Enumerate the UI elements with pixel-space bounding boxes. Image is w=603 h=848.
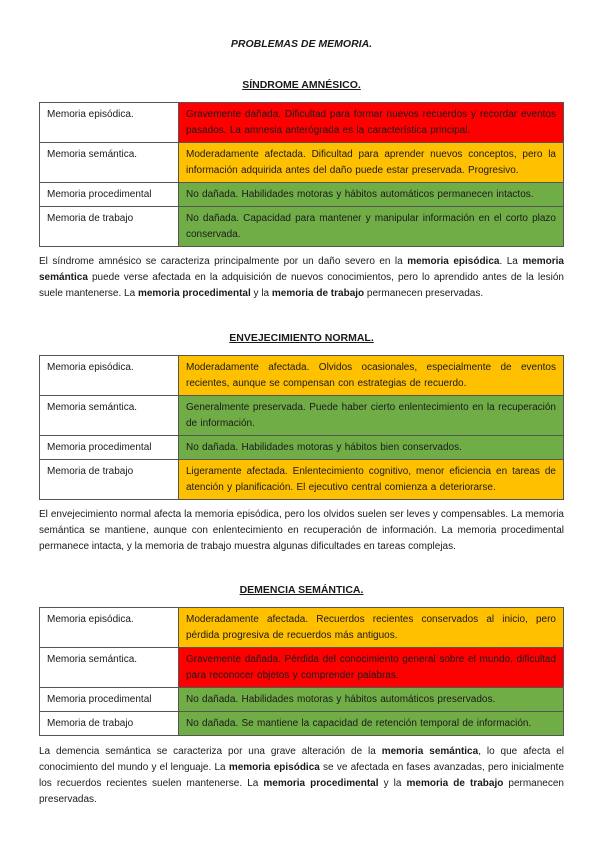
memory-type-cell: Memoria episódica.: [40, 608, 179, 648]
impairment-severe-cell: Gravemente dañada. Dificultad para formar nuevos recuerdos y recordar eventos pasados. La amnesia anterógrada es la característica principal.: [179, 103, 564, 143]
summary-paragraph: [39, 507, 564, 555]
memory-type-cell: Memoria de trabajo: [40, 460, 179, 500]
impairment-preserved-cell: No dañada. Se mantiene la capacidad de retención temporal de información.: [179, 712, 564, 736]
memory-type-cell: Memoria episódica.: [40, 356, 179, 396]
bold-term: memoria episódica: [228, 762, 320, 773]
memory-type-cell: Memoria semántica.: [40, 143, 179, 183]
impairment-preserved-cell: No dañada. Capacidad para mantener y manipular información en el corto plazo conservada.: [179, 207, 564, 247]
memory-table: [39, 607, 564, 736]
section-heading: ENVEJECIMIENTO NORMAL.: [229, 332, 374, 344]
paragraph-text: . La: [499, 256, 523, 267]
bold-term: memoria de trabajo: [271, 288, 365, 299]
document-title: PROBLEMAS DE MEMORIA.: [230, 38, 373, 50]
impairment-moderate-cell: Moderadamente afectada. Olvidos ocasionales, especialmente de eventos recientes, aunque se compensan con estrategias de recuerdo.: [179, 356, 564, 396]
bold-term: memoria procedimental: [263, 778, 379, 789]
section-heading: DEMENCIA SEMÁNTICA.: [239, 584, 364, 596]
bold-term: memoria semántica: [39, 256, 564, 283]
table-row: [40, 103, 564, 143]
bold-term: memoria de trabajo: [406, 778, 504, 789]
table-row: [40, 207, 564, 247]
table-row: [40, 648, 564, 688]
impairment-moderate-cell: Moderadamente afectada. Dificultad para aprender nuevos conceptos, pero la información adquirida antes del daño puede estar preservada. Progresivo.: [179, 143, 564, 183]
table-row: [40, 608, 564, 648]
impairment-severe-cell: Gravemente dañada. Pérdida del conocimiento general sobre el mundo, dificultad para reconocer objetos y comprender palabras.: [179, 648, 564, 688]
table-row: [40, 143, 564, 183]
paragraph-text: puede verse afectada en la adquisición de nuevos conocimientos, pero lo aprendido antes de la lesión suele mantenerse. La: [39, 272, 564, 299]
table-row: [40, 183, 564, 207]
memory-table: [39, 102, 564, 247]
paragraph-text: El envejecimiento normal afecta la memoria episódica, pero los olvidos suelen ser leves y compensables. La memoria semántica se mantiene, aunque con enlentecimiento en recuperación de información. La memoria procedimental permanece intacta, y la memoria de trabajo muestra algunas dificultades en tareas complejas.: [39, 509, 564, 552]
summary-paragraph: [39, 744, 564, 808]
bold-term: memoria episódica: [407, 256, 500, 267]
memory-table: [39, 355, 564, 500]
table-row: [40, 356, 564, 396]
paragraph-text: permanecen preservadas.: [39, 778, 564, 805]
table-row: [40, 396, 564, 436]
section-heading: SÍNDROME AMNÉSICO.: [242, 79, 361, 91]
memory-type-cell: Memoria procedimental: [40, 436, 179, 460]
paragraph-text: El síndrome amnésico se caracteriza principalmente por un daño severo en la: [39, 256, 408, 267]
memory-type-cell: Memoria de trabajo: [40, 712, 179, 736]
paragraph-text: se ve afectada en fases avanzadas, pero inicialmente los recuerdos recientes suelen mantenerse. La: [39, 762, 564, 789]
impairment-preserved-cell: No dañada. Habilidades motoras y hábitos bien conservados.: [179, 436, 564, 460]
memory-type-cell: Memoria de trabajo: [40, 207, 179, 247]
paragraph-text: y la: [378, 778, 407, 789]
table-row: [40, 712, 564, 736]
impairment-moderate-cell: Moderadamente afectada. Recuerdos recientes conservados al inicio, pero pérdida progresiva de recuerdos más antiguos.: [179, 608, 564, 648]
paragraph-text: La demencia semántica se caracteriza por una grave alteración de la: [39, 746, 382, 757]
paragraph-text: permanecen preservadas.: [364, 288, 484, 299]
summary-paragraph: [39, 254, 564, 302]
bold-term: memoria procedimental: [137, 288, 251, 299]
impairment-moderate-cell: Ligeramente afectada. Enlentecimiento cognitivo, menor eficiencia en tareas de atención y planificación. El ejecutivo central comienza a deteriorarse.: [179, 460, 564, 500]
table-row: [40, 436, 564, 460]
impairment-preserved-cell: No dañada. Habilidades motoras y hábitos automáticos preservados.: [179, 688, 564, 712]
memory-type-cell: Memoria procedimental: [40, 688, 179, 712]
memory-type-cell: Memoria episódica.: [40, 103, 179, 143]
paragraph-text: , lo que afecta el conocimiento del mundo y el lenguaje. La: [39, 746, 564, 773]
table-row: [40, 460, 564, 500]
impairment-preserved-cell: Generalmente preservada. Puede haber cierto enlentecimiento en la recuperación de información.: [179, 396, 564, 436]
impairment-preserved-cell: No dañada. Habilidades motoras y hábitos automáticos permanecen intactos.: [179, 183, 564, 207]
bold-term: memoria semántica: [381, 746, 479, 757]
paragraph-text: y la: [250, 288, 272, 299]
memory-type-cell: Memoria procedimental: [40, 183, 179, 207]
memory-type-cell: Memoria semántica.: [40, 396, 179, 436]
table-row: [40, 688, 564, 712]
memory-type-cell: Memoria semántica.: [40, 648, 179, 688]
